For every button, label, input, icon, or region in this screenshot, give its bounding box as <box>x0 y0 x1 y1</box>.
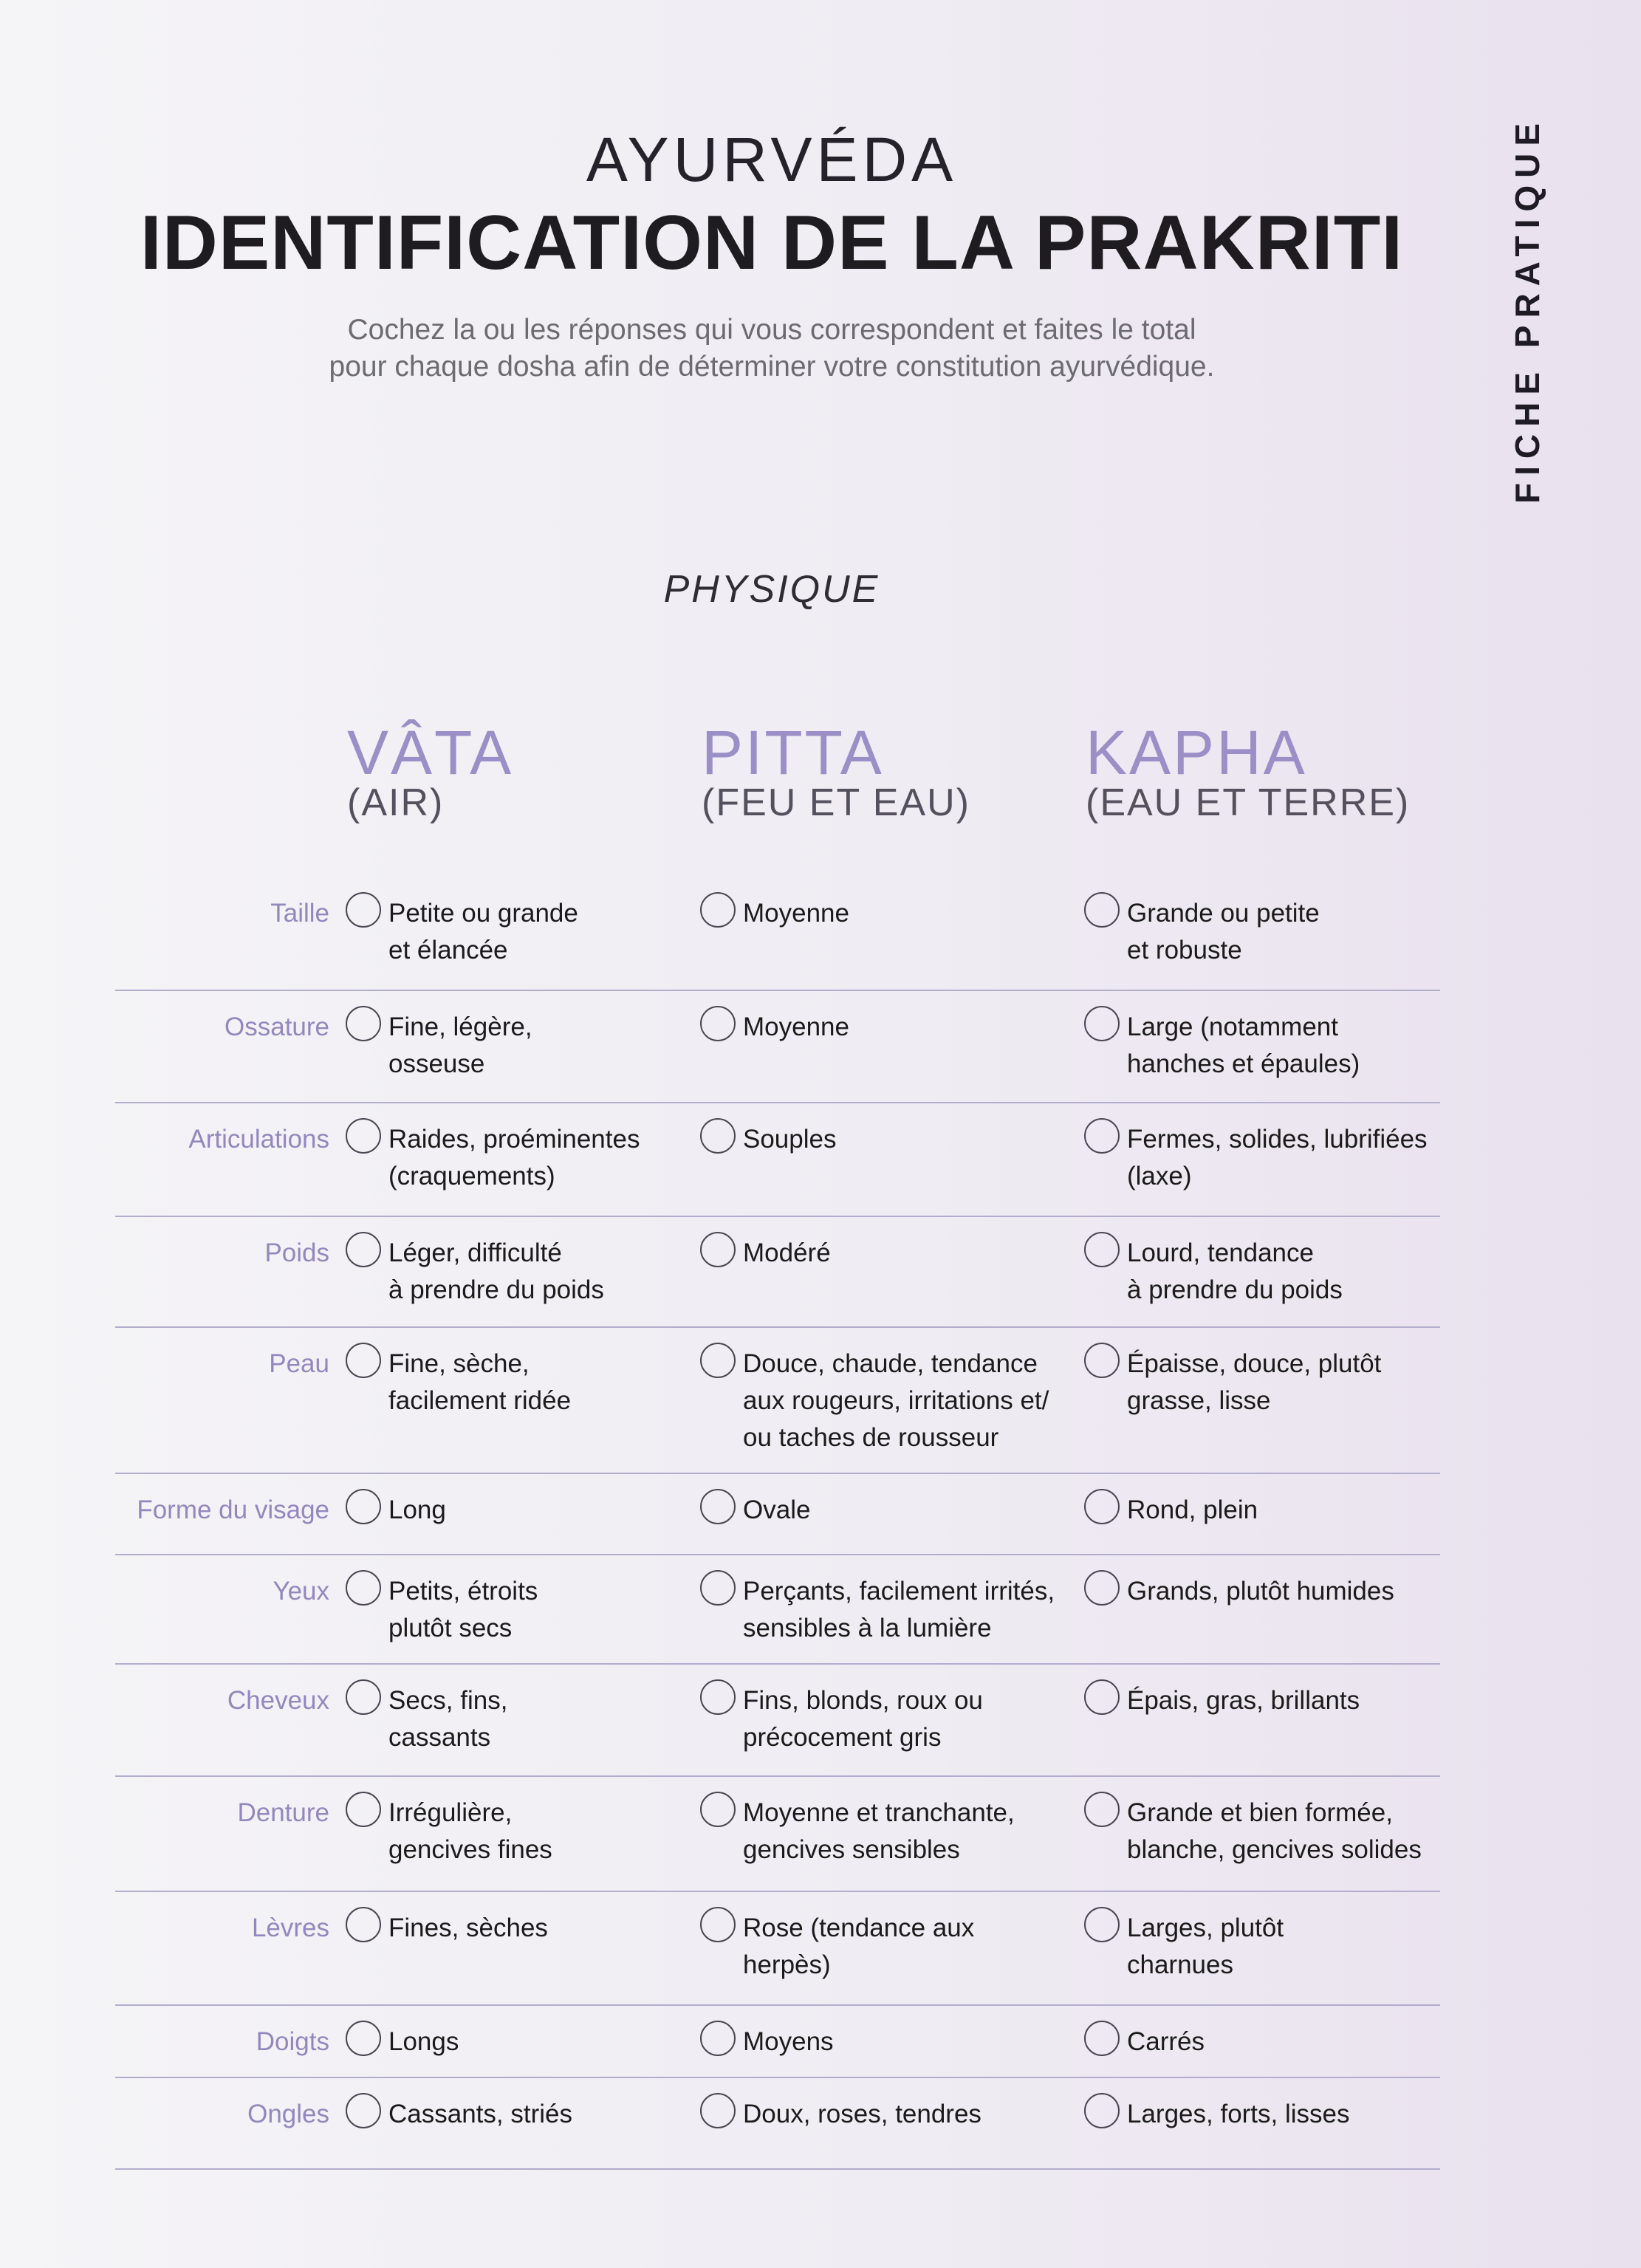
section-title: PHYSIQUE <box>663 568 880 611</box>
option-checkbox[interactable] <box>700 1232 736 1267</box>
table-row <box>115 1777 1440 1892</box>
option-text: Souples <box>743 1125 837 1154</box>
row-label: Peau <box>269 1349 329 1378</box>
dosha-element: (FEU ET EAU) <box>702 781 970 824</box>
table-row <box>115 2078 1440 2170</box>
option-text: Modéré <box>743 1239 831 1267</box>
dosha-heading-vata <box>347 718 514 824</box>
option-text: Moyenne <box>743 899 849 928</box>
option-checkbox[interactable] <box>700 2093 736 2128</box>
option-checkbox[interactable] <box>700 2021 736 2056</box>
intro-line-1: Cochez la ou les réponses qui vous correspondent et faites le total <box>347 314 1196 346</box>
table-row <box>115 2006 1440 2078</box>
option-text: Fines, sèches <box>388 1914 548 1942</box>
dosha-name: PITTA <box>702 718 884 787</box>
option-text: Fine, sèche, facilement ridée <box>388 1349 572 1415</box>
option-checkbox[interactable] <box>700 1792 736 1827</box>
option-text: Perçants, facilement irrités, sensibles à la lumière <box>743 1577 1055 1642</box>
option-checkbox[interactable] <box>346 1006 381 1041</box>
table-row <box>115 1892 1440 2006</box>
row-label: Forme du visage <box>137 1496 329 1524</box>
option-text: Doux, roses, tendres <box>743 2100 981 2128</box>
prakriti-table <box>115 877 1440 2170</box>
option-checkbox[interactable] <box>346 1792 381 1827</box>
option-text: Moyenne et tranchante, gencives sensibles <box>743 1798 1015 1864</box>
option-text: Rond, plein <box>1127 1496 1258 1524</box>
table-row <box>115 991 1440 1103</box>
row-label: Doigts <box>256 2027 329 2056</box>
option-text: Épais, gras, brillants <box>1127 1686 1360 1715</box>
option-text: Grande ou petite et robuste <box>1127 899 1320 965</box>
option-checkbox[interactable] <box>346 1570 381 1606</box>
table-row <box>115 877 1440 991</box>
option-checkbox[interactable] <box>346 1907 381 1942</box>
option-checkbox[interactable] <box>1084 1570 1120 1606</box>
option-checkbox[interactable] <box>1084 1006 1120 1041</box>
dosha-name: VÂTA <box>347 718 514 787</box>
option-text: Épaisse, douce, plutôt grasse, lisse <box>1127 1349 1382 1415</box>
intro-text <box>0 312 1544 386</box>
dosha-element: (AIR) <box>347 781 445 824</box>
option-text: Grands, plutôt humides <box>1127 1577 1394 1606</box>
option-checkbox[interactable] <box>346 892 381 928</box>
option-text: Fermes, solides, lubrifiées (laxe) <box>1127 1125 1428 1190</box>
option-checkbox[interactable] <box>1084 892 1120 928</box>
option-text: Petite ou grande et élancée <box>388 899 578 965</box>
option-checkbox[interactable] <box>700 1907 736 1942</box>
option-checkbox[interactable] <box>700 1679 736 1715</box>
table-row <box>115 1665 1440 1777</box>
table-row <box>115 1555 1440 1665</box>
option-text: Moyenne <box>743 1013 849 1041</box>
option-checkbox[interactable] <box>1084 1232 1120 1267</box>
option-text: Fins, blonds, roux ou précocement gris <box>743 1686 983 1752</box>
option-checkbox[interactable] <box>346 1118 381 1154</box>
option-text: Fine, légère, osseuse <box>388 1013 532 1078</box>
option-checkbox[interactable] <box>346 1232 381 1267</box>
option-checkbox[interactable] <box>346 1343 381 1378</box>
option-text: Moyens <box>743 2027 834 2056</box>
option-checkbox[interactable] <box>346 1489 381 1524</box>
option-checkbox[interactable] <box>700 1570 736 1606</box>
page-title: IDENTIFICATION DE LA PRAKRITI <box>140 200 1404 286</box>
row-label: Denture <box>237 1798 329 1827</box>
option-checkbox[interactable] <box>700 1006 736 1041</box>
row-label: Cheveux <box>227 1686 329 1715</box>
option-text: Secs, fins, cassants <box>388 1686 508 1752</box>
dosha-heading-pitta <box>702 718 970 824</box>
dosha-element: (EAU ET TERRE) <box>1086 781 1411 824</box>
option-text: Grande et bien formée, blanche, gencives solides <box>1127 1798 1422 1864</box>
table-row <box>115 1474 1440 1555</box>
row-label: Lèvres <box>251 1914 329 1942</box>
option-text: Irrégulière, gencives fines <box>388 1798 552 1864</box>
option-checkbox[interactable] <box>1084 1792 1120 1827</box>
row-label: Ongles <box>247 2100 329 2128</box>
option-checkbox[interactable] <box>1084 1679 1120 1715</box>
table-row <box>115 1103 1440 1217</box>
option-text: Larges, plutôt charnues <box>1127 1914 1284 1979</box>
option-checkbox[interactable] <box>346 1679 381 1715</box>
option-checkbox[interactable] <box>700 1118 736 1154</box>
dosha-name: KAPHA <box>1086 718 1307 787</box>
option-checkbox[interactable] <box>1084 1907 1120 1942</box>
option-text: Douce, chaude, tendance aux rougeurs, irritations et/ ou taches de rousseur <box>743 1349 1049 1452</box>
table-row <box>115 1217 1440 1328</box>
option-checkbox[interactable] <box>1084 1489 1120 1524</box>
option-text: Larges, forts, lisses <box>1127 2100 1350 2128</box>
side-tab-label: FICHE PRATIQUE <box>1508 115 1546 504</box>
option-checkbox[interactable] <box>1084 1118 1120 1154</box>
option-text: Carrés <box>1127 2027 1205 2056</box>
option-checkbox[interactable] <box>700 1489 736 1524</box>
option-text: Ovale <box>743 1496 811 1524</box>
option-checkbox[interactable] <box>1084 2021 1120 2056</box>
row-label: Yeux <box>273 1577 329 1606</box>
row-label: Poids <box>264 1239 329 1267</box>
option-text: Lourd, tendance à prendre du poids <box>1127 1239 1343 1304</box>
row-label: Taille <box>270 899 329 928</box>
row-label: Ossature <box>225 1013 329 1041</box>
option-checkbox[interactable] <box>700 892 736 928</box>
row-label: Articulations <box>188 1125 329 1154</box>
option-text: Longs <box>388 2027 459 2056</box>
option-checkbox[interactable] <box>346 2021 381 2056</box>
option-text: Long <box>388 1496 446 1524</box>
option-checkbox[interactable] <box>1084 2093 1120 2128</box>
option-text: Raides, proéminentes (craquements) <box>388 1125 640 1190</box>
option-text: Léger, difficulté à prendre du poids <box>388 1239 604 1304</box>
option-checkbox[interactable] <box>700 1343 736 1378</box>
option-text: Large (notamment hanches et épaules) <box>1127 1013 1360 1078</box>
page-kicker: AYURVÉDA <box>586 125 958 194</box>
table-row <box>115 1328 1440 1474</box>
option-text: Cassants, striés <box>388 2100 572 2128</box>
option-checkbox[interactable] <box>346 2093 381 2128</box>
option-text: Rose (tendance aux herpès) <box>743 1914 975 1979</box>
option-checkbox[interactable] <box>1084 1343 1120 1378</box>
intro-line-2: pour chaque dosha afin de déterminer votre constitution ayurvédique. <box>329 351 1215 383</box>
dosha-heading-kapha <box>1086 718 1411 824</box>
option-text: Petits, étroits plutôt secs <box>388 1577 538 1642</box>
